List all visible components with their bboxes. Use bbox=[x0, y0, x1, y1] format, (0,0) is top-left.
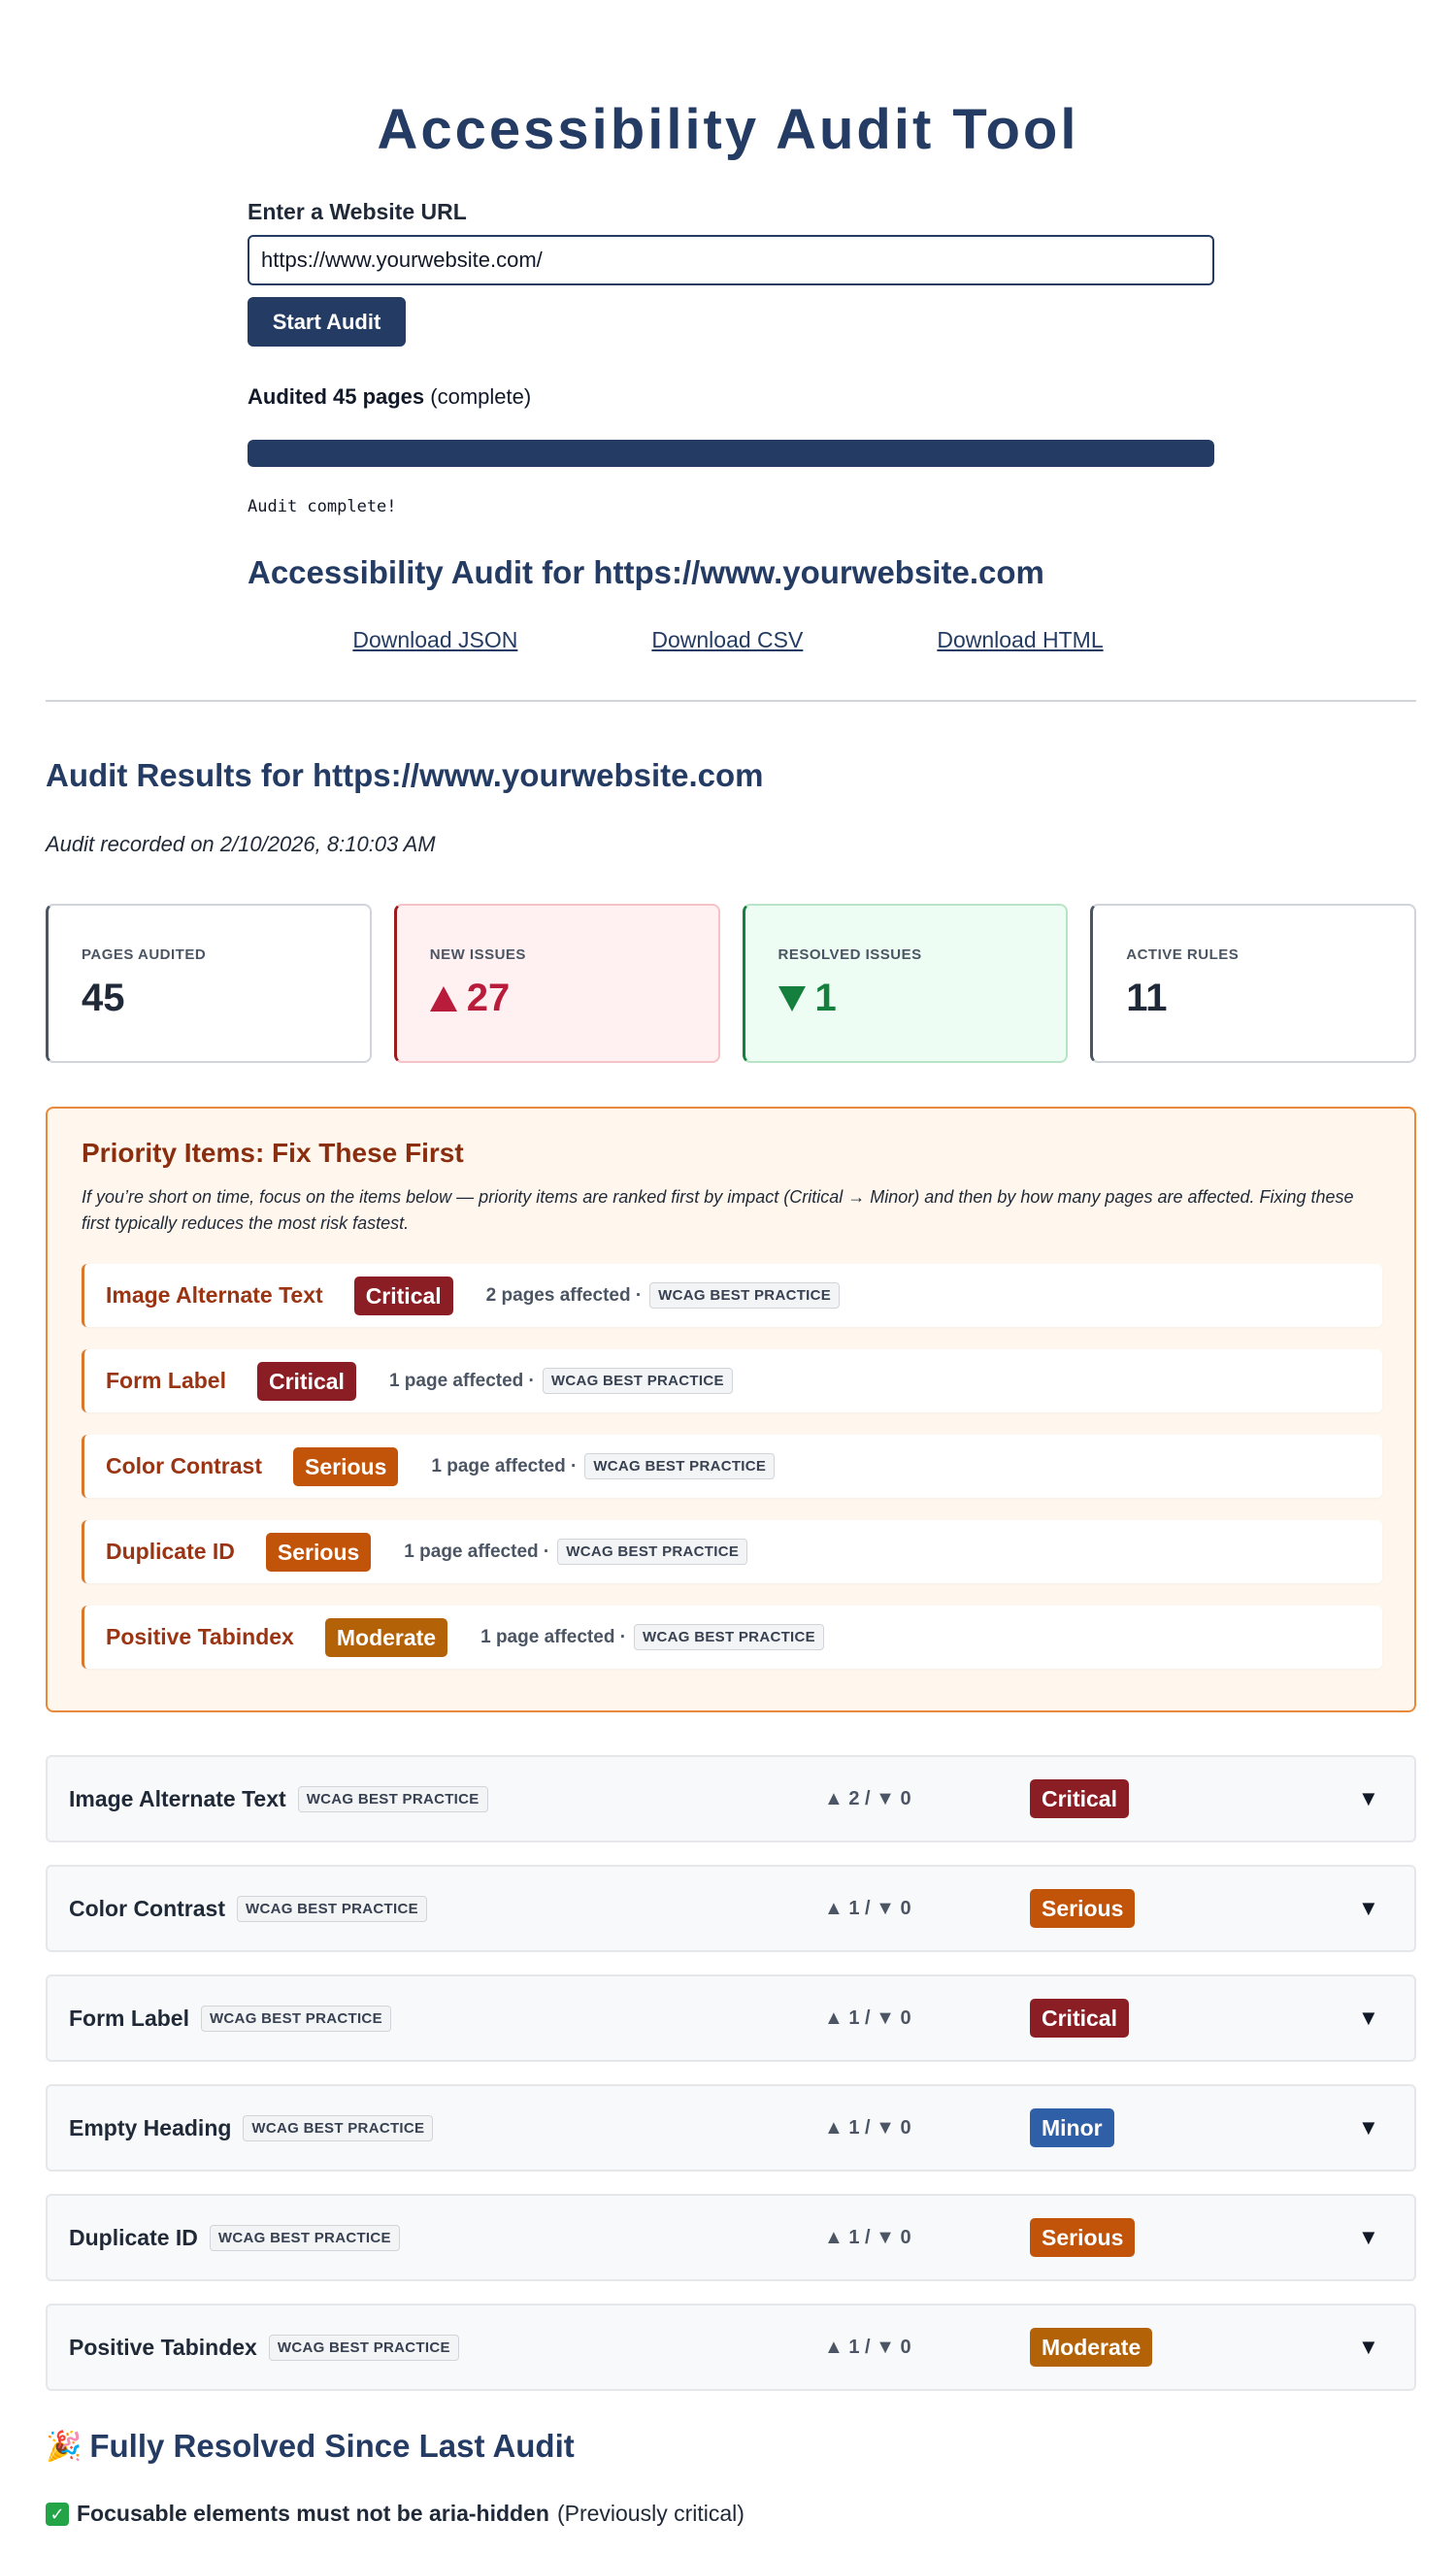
rule-row-color-contrast[interactable] bbox=[46, 1865, 1416, 1952]
triangle-down-icon bbox=[778, 986, 806, 1012]
expand-toggle-icon[interactable]: ▼ bbox=[1358, 2006, 1379, 2030]
expand-toggle-icon[interactable]: ▼ bbox=[1358, 2115, 1379, 2139]
wcag-tag: WCAG BEST PRACTICE bbox=[243, 2115, 433, 2141]
summary-cards bbox=[46, 904, 1416, 1063]
card-value: 45 bbox=[82, 977, 125, 1019]
severity-badge: Critical bbox=[354, 1277, 453, 1315]
rule-counts: ▲ 1 / ▼ 0 bbox=[824, 2336, 911, 2358]
party-popper-icon: 🎉 bbox=[46, 2430, 83, 2463]
triangle-up-icon bbox=[430, 986, 457, 1012]
pages-affected: 1 page affected · bbox=[431, 1455, 578, 1476]
rule-row-form-label[interactable] bbox=[46, 1974, 1416, 2062]
resolved-heading bbox=[46, 2428, 575, 2465]
priority-item-name: Positive Tabindex bbox=[106, 1624, 294, 1649]
card-resolved-issues bbox=[743, 904, 1069, 1063]
recorded-timestamp: Audit recorded on 2/10/2026, 8:10:03 AM bbox=[46, 832, 436, 856]
wcag-tag: WCAG BEST PRACTICE bbox=[543, 1368, 733, 1394]
rule-row-empty-heading[interactable] bbox=[46, 2084, 1416, 2172]
rule-name: Duplicate ID bbox=[69, 2224, 198, 2250]
rule-counts: ▲ 1 / ▼ 0 bbox=[824, 2116, 911, 2139]
progress-bar bbox=[248, 440, 1214, 467]
severity-badge: Critical bbox=[257, 1362, 356, 1401]
wcag-tag: WCAG BEST PRACTICE bbox=[210, 2225, 400, 2251]
card-active-rules bbox=[1090, 904, 1416, 1063]
resolved-rule-name: Focusable elements must not be aria-hidden bbox=[77, 2501, 549, 2526]
pages-affected: 1 page affected · bbox=[480, 1626, 627, 1647]
priority-item-name: Form Label bbox=[106, 1368, 226, 1393]
severity-badge: Serious bbox=[1030, 1889, 1135, 1928]
expand-toggle-icon[interactable]: ▼ bbox=[1358, 1786, 1379, 1810]
rule-row-positive-tabindex[interactable] bbox=[46, 2304, 1416, 2391]
priority-item-name: Image Alternate Text bbox=[106, 1282, 323, 1308]
card-label: PAGES AUDITED bbox=[82, 946, 207, 963]
results-heading: Audit Results for https://www.yourwebsite.com bbox=[46, 757, 764, 793]
expand-toggle-icon[interactable]: ▼ bbox=[1358, 2335, 1379, 2359]
wcag-tag: WCAG BEST PRACTICE bbox=[237, 1896, 427, 1922]
rule-name: Positive Tabindex bbox=[69, 2334, 257, 2360]
priority-item[interactable] bbox=[82, 1606, 1382, 1669]
priority-panel bbox=[46, 1107, 1416, 1712]
priority-item[interactable] bbox=[82, 1349, 1382, 1412]
card-pages-audited bbox=[46, 904, 372, 1063]
severity-badge: Serious bbox=[266, 1533, 371, 1572]
wcag-tag: WCAG BEST PRACTICE bbox=[269, 2335, 459, 2361]
priority-item-name: Color Contrast bbox=[106, 1453, 262, 1478]
start-audit-button[interactable]: Start Audit bbox=[248, 297, 406, 347]
rule-counts: ▲ 1 / ▼ 0 bbox=[824, 2226, 911, 2248]
wcag-tag: WCAG BEST PRACTICE bbox=[649, 1282, 840, 1309]
severity-badge: Critical bbox=[1030, 1779, 1129, 1818]
url-label: Enter a Website URL bbox=[248, 199, 467, 224]
resolved-item bbox=[46, 2501, 745, 2527]
check-icon: ✓ bbox=[46, 2503, 69, 2526]
severity-badge: Serious bbox=[293, 1447, 398, 1486]
severity-badge: Moderate bbox=[1030, 2328, 1152, 2367]
rule-name: Empty Heading bbox=[69, 2114, 232, 2140]
progress-fill bbox=[248, 440, 1214, 467]
severity-badge: Minor bbox=[1030, 2108, 1114, 2147]
card-value: 27 bbox=[466, 977, 511, 1019]
rule-counts: ▲ 1 / ▼ 0 bbox=[824, 1897, 911, 1919]
card-value: 1 bbox=[814, 977, 837, 1019]
resolved-note: (Previously critical) bbox=[556, 2501, 745, 2526]
rule-counts: ▲ 1 / ▼ 0 bbox=[824, 2007, 911, 2029]
rule-row-duplicate-id[interactable] bbox=[46, 2194, 1416, 2281]
download-html-link[interactable]: Download HTML bbox=[937, 627, 1104, 652]
wcag-tag: WCAG BEST PRACTICE bbox=[584, 1453, 775, 1479]
divider bbox=[46, 700, 1416, 702]
rule-name: Color Contrast bbox=[69, 1895, 225, 1921]
expand-toggle-icon[interactable]: ▼ bbox=[1358, 1896, 1379, 1920]
rule-counts: ▲ 2 / ▼ 0 bbox=[824, 1787, 911, 1809]
card-new-issues bbox=[394, 904, 720, 1063]
download-json-link[interactable]: Download JSON bbox=[352, 627, 518, 652]
wcag-tag: WCAG BEST PRACTICE bbox=[634, 1624, 824, 1650]
expand-toggle-icon[interactable]: ▼ bbox=[1358, 2225, 1379, 2249]
priority-heading: Priority Items: Fix These First bbox=[82, 1138, 464, 1168]
wcag-tag: WCAG BEST PRACTICE bbox=[298, 1786, 488, 1812]
status-text: Audit complete! bbox=[248, 497, 397, 516]
url-input[interactable] bbox=[248, 235, 1214, 285]
priority-item[interactable] bbox=[82, 1435, 1382, 1498]
audited-summary bbox=[248, 384, 531, 410]
priority-item[interactable] bbox=[82, 1520, 1382, 1583]
download-links bbox=[0, 627, 1456, 653]
severity-badge: Moderate bbox=[325, 1618, 447, 1657]
pages-affected: 1 page affected · bbox=[404, 1541, 550, 1562]
card-label: ACTIVE RULES bbox=[1126, 946, 1240, 963]
download-csv-link[interactable]: Download CSV bbox=[651, 627, 804, 652]
rule-name: Form Label bbox=[69, 2005, 189, 2031]
pages-affected: 2 pages affected · bbox=[485, 1284, 643, 1306]
card-label: RESOLVED ISSUES bbox=[778, 946, 922, 963]
wcag-tag: WCAG BEST PRACTICE bbox=[201, 2006, 391, 2032]
priority-item-name: Duplicate ID bbox=[106, 1539, 235, 1564]
card-label: NEW ISSUES bbox=[429, 946, 526, 963]
resolved-heading-text: Fully Resolved Since Last Audit bbox=[89, 2428, 575, 2464]
wcag-tag: WCAG BEST PRACTICE bbox=[557, 1539, 747, 1565]
page-title: Accessibility Audit Tool bbox=[377, 98, 1079, 161]
severity-badge: Serious bbox=[1030, 2218, 1135, 2257]
severity-badge: Critical bbox=[1030, 1999, 1129, 2038]
priority-item[interactable] bbox=[82, 1264, 1382, 1327]
pages-affected: 1 page affected · bbox=[388, 1370, 535, 1391]
priority-description: If you’re short on time, focus on the items below — priority items are ranked first by impact (Critical → Minor) and then by how many pages are affected. Fixing these first typically reduces the most risk fastest. bbox=[82, 1187, 1354, 1233]
audited-count: Audited 45 pages bbox=[248, 384, 425, 409]
audit-heading: Accessibility Audit for https://www.yourwebsite.com bbox=[248, 554, 1044, 590]
rule-name: Image Alternate Text bbox=[69, 1785, 286, 1811]
card-value: 11 bbox=[1126, 977, 1168, 1019]
audited-state: (complete) bbox=[430, 384, 532, 409]
rule-row-image-alternate-text[interactable] bbox=[46, 1755, 1416, 1842]
